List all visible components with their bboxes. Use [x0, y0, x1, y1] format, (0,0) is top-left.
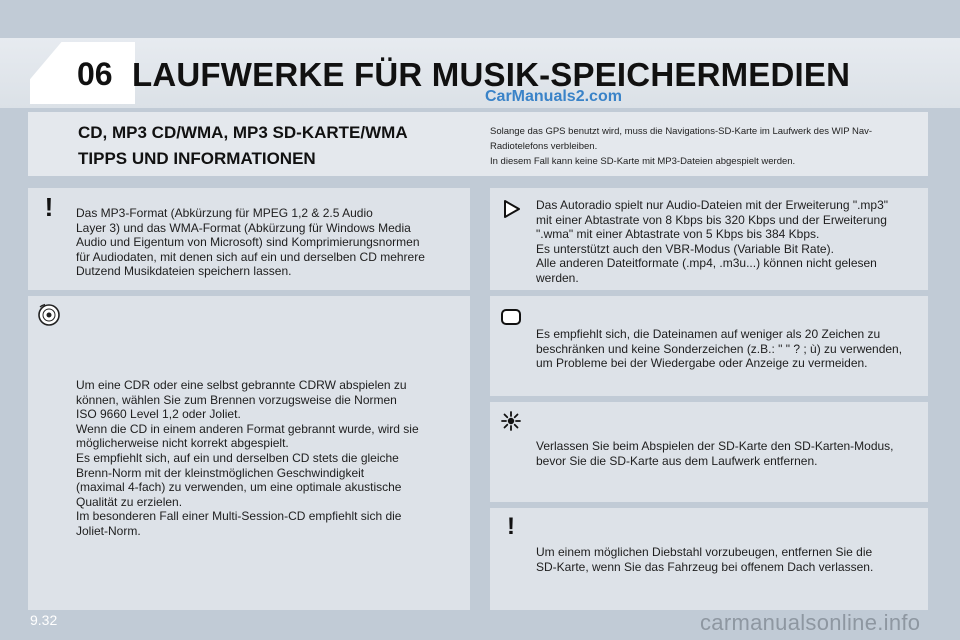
text-line: ".wma" mit einer Abtastrate von 5 Kbps bis 384 Kbps.: [536, 227, 820, 242]
text-line: für Audiodaten, mit denen sich auf ein und derselben CD mehrere: [76, 249, 425, 264]
text-line: ISO 9660 Level 1,2 oder Joliet.: [76, 407, 241, 422]
panel-cdr: [28, 296, 470, 610]
text-line: Wenn die CD in einem anderen Format gebrannt wurde, wird sie: [76, 421, 419, 436]
panel-audio-files: [490, 188, 928, 290]
text-line: mit einer Abtastrate von 8 Kbps bis 320 Kbps und der Erweiterung: [536, 212, 887, 227]
panel-text: [536, 198, 888, 286]
text-line: um Probleme bei der Wiedergabe oder Anzeige zu vermeiden.: [536, 356, 868, 371]
panel-text: [76, 378, 419, 539]
text-line: Layer 3) und das WMA-Format (Abkürzung für Windows Media: [76, 220, 411, 235]
text-line: bevor Sie die SD-Karte aus dem Laufwerk entfernen.: [536, 453, 818, 468]
warning-exclamation-icon: !: [44, 191, 54, 222]
text-line: Um einem möglichen Diebstahl vorzubeugen, entfernen Sie die: [536, 545, 873, 559]
text-line: Im besonderen Fall einer Multi-Session-CD empfiehlt sich die: [76, 509, 402, 524]
gps-note-line: In diesem Fall kann keine SD-Karte mit MP3-Dateien abgespielt werden.: [490, 156, 796, 167]
text-line: Alle anderen Dateitformate (.mp4, .m3u...) können nicht gelesen: [536, 256, 877, 271]
text-line: Es empfiehlt sich, auf ein und derselben CD stets die gleiche: [76, 450, 399, 465]
panel-mp3-format: [28, 188, 470, 290]
header-watermark: CarManuals2.com: [485, 88, 622, 105]
panel-text: [536, 327, 902, 371]
panel-filenames: [490, 296, 928, 396]
text-line: können, wählen Sie zum Brennen vorzugsweise die Normen: [76, 392, 397, 407]
section-title-line2: TIPPS UND INFORMATIONEN: [78, 149, 316, 168]
chapter-number: 06: [77, 56, 113, 92]
text-line: Um eine CDR oder eine selbst gebrannte CDRW abspielen zu: [76, 378, 407, 392]
text-line: beschränken und keine Sonderzeichen (z.B.: " " ? ; ù) zu verwenden,: [536, 341, 903, 356]
text-line: möglicherweise nicht korrekt abgespielt.: [76, 436, 289, 451]
play-triangle-icon: [498, 196, 524, 222]
panel-text: [536, 439, 894, 468]
text-line: Verlassen Sie beim Abspielen der SD-Karte den SD-Karten-Modus,: [536, 439, 894, 453]
rounded-rectangle-icon: [498, 304, 524, 330]
panel-text: [536, 545, 873, 574]
text-line: (maximal 4-fach) zu verwenden, um eine optimale akustische: [76, 480, 402, 495]
page-title: LAUFWERKE FÜR MUSIK-SPEICHERMEDIEN: [132, 56, 851, 93]
disc-icon: [36, 302, 62, 328]
text-line: SD-Karte, wenn Sie das Fahrzeug bei offenem Dach verlassen.: [536, 559, 874, 574]
panel-sd-mode: [490, 402, 928, 502]
text-line: Es unterstützt auch den VBR-Modus (Variable Bit Rate).: [536, 241, 834, 256]
text-line: Dutzend Musikdateien speichern lassen.: [76, 264, 292, 279]
text-line: Audio und Eigentum von Microsoft) sind Komprimierungsnormen: [76, 235, 420, 250]
text-line: Das MP3-Format (Abkürzung für MPEG 1,2 & 2.5 Audio: [76, 206, 373, 220]
section-title-line1: CD, MP3 CD/WMA, MP3 SD-KARTE/WMA: [78, 123, 408, 142]
sun-burst-icon: [498, 408, 524, 434]
gps-note: [490, 124, 890, 169]
page-number: 9.32: [30, 612, 58, 628]
text-line: Qualität zu erzielen.: [76, 494, 183, 509]
text-line: Das Autoradio spielt nur Audio-Dateien mit der Erweiterung ".mp3": [536, 198, 889, 212]
section-title: [78, 120, 408, 172]
panel-text: [76, 206, 425, 279]
text-line: werden.: [536, 270, 579, 285]
text-line: Joliet-Norm.: [76, 523, 141, 538]
exclamation-icon: !: [507, 513, 515, 540]
footer-watermark: carmanualsonline.info: [700, 610, 921, 635]
text-line: Brenn-Norm mit der kleinstmöglichen Geschwindigkeit: [76, 465, 365, 480]
gps-note-line: Solange das GPS benutzt wird, muss die Navigations-SD-Karte im Laufwerk des WIP Nav-: [490, 126, 873, 137]
gps-note-line: Radiotelefons verbleiben.: [490, 141, 598, 152]
text-line: Es empfiehlt sich, die Dateinamen auf weniger als 20 Zeichen zu: [536, 327, 881, 341]
panel-theft: [490, 508, 928, 610]
